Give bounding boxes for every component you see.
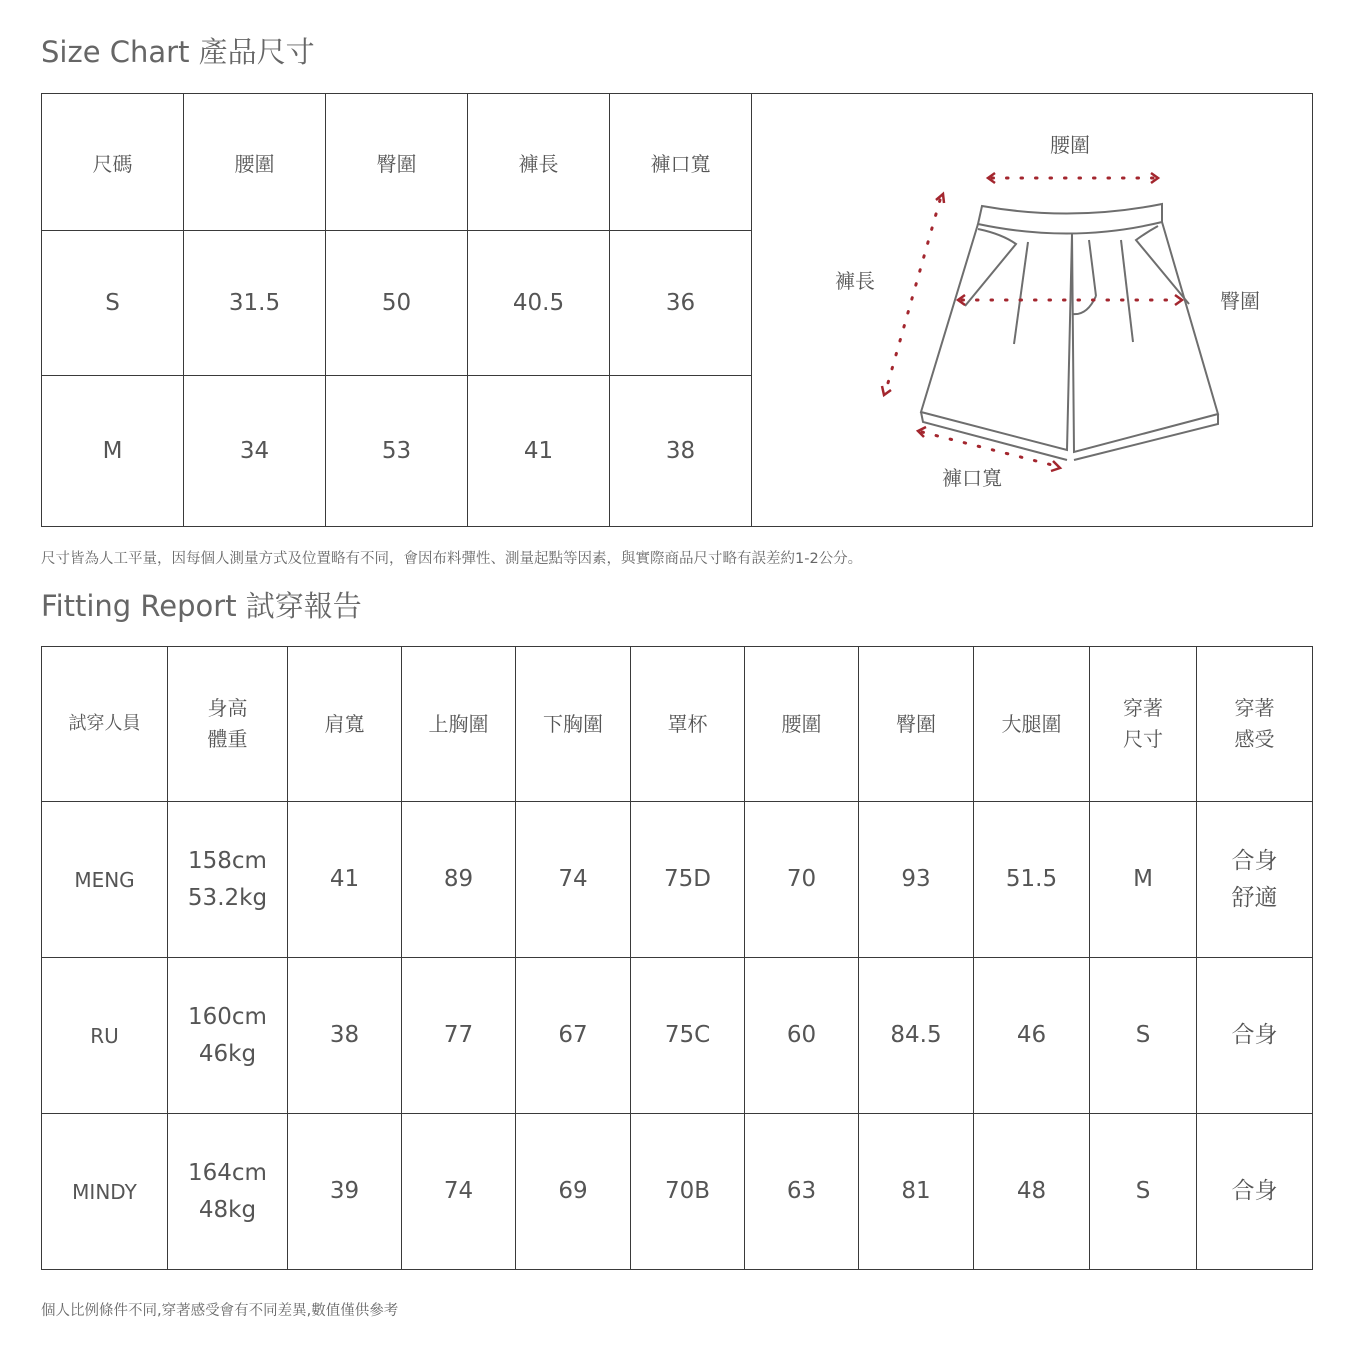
tester-height-weight — [168, 1114, 288, 1270]
row-s-size: S — [42, 231, 184, 376]
tester-feel: 合身 — [1197, 958, 1313, 1114]
header-waist: 腰圍 — [184, 94, 326, 231]
row-s-length: 40.5 — [468, 231, 610, 376]
size-chart-title: Size Chart 產品尺寸 — [41, 35, 315, 69]
header-length: 褲長 — [468, 94, 610, 231]
tester-height: 158cm — [188, 847, 267, 874]
header-worn-size-line1: 穿著 — [1123, 696, 1163, 720]
hip-label: 臀圍 — [1220, 289, 1260, 313]
header-hem-width: 褲口寬 — [610, 94, 752, 231]
header-worn-size-line2: 尺寸 — [1123, 727, 1163, 751]
tester-hip: 84.5 — [859, 958, 974, 1114]
row-s-hem: 36 — [610, 231, 752, 376]
header-size: 尺碼 — [42, 94, 184, 231]
tester-under-bust: 67 — [516, 958, 631, 1114]
header-height-weight — [168, 647, 288, 802]
shorts-diagram — [752, 94, 1313, 527]
tester-thigh: 51.5 — [974, 802, 1090, 958]
length-label: 褲長 — [835, 269, 875, 293]
table-row — [42, 1114, 1313, 1270]
tester-upper-bust: 89 — [402, 802, 516, 958]
table-row — [42, 802, 1313, 958]
row-m-hip: 53 — [326, 376, 468, 527]
tester-waist: 70 — [745, 802, 859, 958]
header-upper-bust: 上胸圍 — [402, 647, 516, 802]
tester-name: RU — [42, 958, 168, 1114]
tester-shoulder: 41 — [288, 802, 402, 958]
tester-upper-bust: 74 — [402, 1114, 516, 1270]
header-feel-line2: 感受 — [1234, 727, 1275, 751]
tester-height-weight — [168, 802, 288, 958]
shorts-measurement-illustration — [752, 94, 1310, 526]
table-row — [42, 958, 1313, 1114]
tester-weight: 53.2kg — [187, 884, 268, 911]
tester-waist: 63 — [745, 1114, 859, 1270]
waist-arrow — [988, 173, 1158, 183]
fitting-report-note: 個人比例條件不同,穿著感受會有不同差異,數值僅供參考 — [41, 1303, 399, 1319]
row-s-waist: 31.5 — [184, 231, 326, 376]
header-shoulder: 肩寬 — [288, 647, 402, 802]
tester-weight: 48kg — [198, 1196, 257, 1223]
fitting-report-table — [41, 646, 1313, 1270]
tester-cup: 75D — [631, 802, 745, 958]
tester-upper-bust: 77 — [402, 958, 516, 1114]
tester-size: S — [1090, 1114, 1197, 1270]
tester-shoulder: 39 — [288, 1114, 402, 1270]
header-tester: 試穿人員 — [42, 647, 168, 802]
tester-feel-line1: 合身 — [1231, 847, 1278, 874]
size-chart-note: 尺寸皆為人工平量，因每個人測量方式及位置略有不同，會因布料彈性、測量起點等因素，與實際商品尺寸略有誤差約1-2公分。 — [41, 551, 863, 567]
tester-feel — [1197, 802, 1313, 958]
tester-name: MINDY — [42, 1114, 168, 1270]
hem-label: 褲口寬 — [942, 466, 1002, 490]
tester-cup: 75C — [631, 958, 745, 1114]
header-weight: 體重 — [207, 727, 248, 751]
row-m-waist: 34 — [184, 376, 326, 527]
header-feel-line1: 穿著 — [1234, 696, 1275, 720]
header-hip: 臀圍 — [859, 647, 974, 802]
row-s-hip: 50 — [326, 231, 468, 376]
tester-name: MENG — [42, 802, 168, 958]
row-m-hem: 38 — [610, 376, 752, 527]
tester-feel-line2: 舒適 — [1231, 884, 1278, 911]
tester-cup: 70B — [631, 1114, 745, 1270]
hem-arrow — [918, 427, 1060, 471]
header-hip: 臀圍 — [326, 94, 468, 231]
header-height: 身高 — [207, 696, 248, 720]
header-under-bust: 下胸圍 — [516, 647, 631, 802]
tester-waist: 60 — [745, 958, 859, 1114]
tester-weight: 46kg — [198, 1040, 257, 1067]
waist-label: 腰圍 — [1050, 133, 1090, 157]
tester-thigh: 46 — [974, 958, 1090, 1114]
tester-hip: 81 — [859, 1114, 974, 1270]
row-m-size: M — [42, 376, 184, 527]
header-worn-size — [1090, 647, 1197, 802]
header-waist: 腰圍 — [745, 647, 859, 802]
tester-height: 164cm — [188, 1159, 267, 1186]
header-feel — [1197, 647, 1313, 802]
shorts-outline — [921, 204, 1218, 460]
tester-under-bust: 74 — [516, 802, 631, 958]
tester-under-bust: 69 — [516, 1114, 631, 1270]
tester-height: 160cm — [188, 1003, 267, 1030]
header-cup: 罩杯 — [631, 647, 745, 802]
row-m-length: 41 — [468, 376, 610, 527]
size-chart-table — [41, 93, 1313, 527]
tester-thigh: 48 — [974, 1114, 1090, 1270]
header-thigh: 大腿圍 — [974, 647, 1090, 802]
tester-size: S — [1090, 958, 1197, 1114]
tester-feel: 合身 — [1197, 1114, 1313, 1270]
tester-height-weight — [168, 958, 288, 1114]
tester-hip: 93 — [859, 802, 974, 958]
fitting-report-title: Fitting Report 試穿報告 — [41, 589, 362, 623]
tester-size: M — [1090, 802, 1197, 958]
tester-shoulder: 38 — [288, 958, 402, 1114]
